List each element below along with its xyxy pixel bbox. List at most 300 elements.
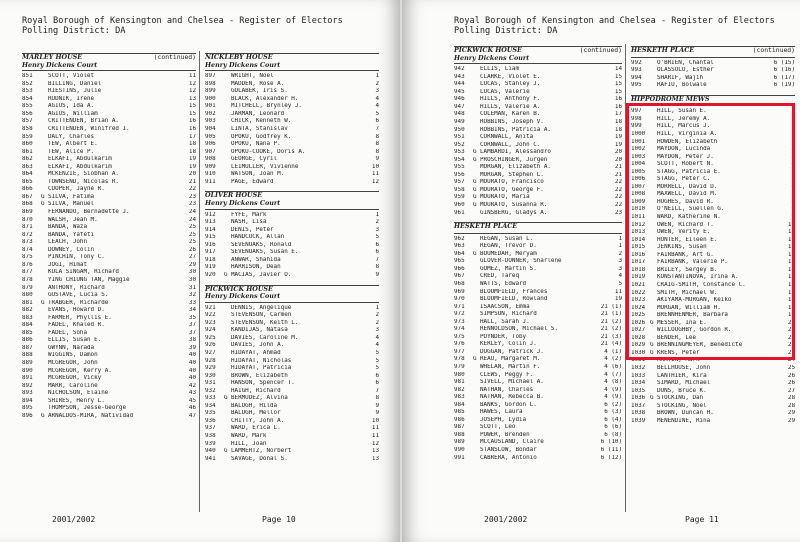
- elector-row: [454, 455, 622, 463]
- elector-name: KONSTANTINOVA, Irina A.: [657, 274, 739, 281]
- elector-marker: [41, 352, 48, 360]
- elector-number: 972: [454, 311, 465, 318]
- elector-row: [454, 311, 622, 319]
- elector-number: 981: [454, 379, 465, 386]
- elector-row: [22, 156, 196, 164]
- elector-number: 1037: [631, 402, 646, 409]
- house-number: 19: [787, 312, 795, 319]
- elector-row: [454, 96, 622, 104]
- elector-name: BERMUDEZ, Alvina: [231, 395, 288, 402]
- house-number: 8: [375, 148, 379, 155]
- house-number: 30: [188, 269, 196, 276]
- elector-number: 982: [454, 386, 465, 393]
- elector-number: 888: [22, 352, 33, 359]
- elector-name: REGAN, Susan L.: [480, 235, 534, 242]
- elector-marker: [224, 456, 231, 464]
- elector-marker: G: [41, 201, 45, 208]
- elector-marker: [41, 239, 48, 247]
- elector-name: TRABGER, Richarde: [48, 299, 109, 306]
- elector-marker: [473, 266, 480, 274]
- elector-number: 876: [22, 261, 33, 268]
- register-title: Royal Borough of Kensington and Chelsea - Register of Electors: [22, 16, 343, 26]
- house-number: 21 (4): [600, 341, 622, 348]
- house-number: 25: [188, 231, 196, 238]
- elector-name: OPOKU-COOKE, Doris A.: [231, 148, 306, 155]
- elector-name: DENNIS, Angelique: [231, 304, 292, 311]
- house-number: 47: [188, 412, 196, 419]
- elector-name: MORGAN, Elizabeth A.: [480, 164, 551, 171]
- elector-name: ROBBINS, Joseph V.: [480, 119, 544, 126]
- elector-marker: [473, 319, 480, 327]
- elector-row: [205, 312, 379, 320]
- elector-name: LEACH, John: [48, 239, 88, 246]
- elector-row: [631, 388, 795, 396]
- elector-marker: [473, 142, 480, 150]
- section-subtitle: [631, 55, 795, 58]
- elector-marker: [224, 312, 231, 320]
- elector-row: [454, 289, 622, 297]
- house-number: 13: [787, 251, 795, 258]
- house-number: 2: [375, 319, 379, 326]
- elector-name: MCGREGOR, John: [48, 359, 98, 366]
- register-column: [454, 44, 622, 464]
- elector-marker: [473, 334, 480, 342]
- house-number: 6 (6): [604, 424, 622, 431]
- elector-name: SHIRES, Henry L.: [48, 397, 105, 404]
- elector-marker: [473, 447, 480, 455]
- elector-name: SIVELL, Michael A.: [480, 379, 544, 386]
- elector-number: 891: [22, 375, 33, 382]
- elector-number: 957: [454, 179, 465, 186]
- elector-name: SEVENOAKS, Ronald: [231, 241, 292, 248]
- elector-name: WARD, Mark: [231, 432, 267, 439]
- elector-number: 867: [22, 193, 33, 200]
- house-number: 22: [787, 342, 795, 349]
- elector-name: DAVIES, Caroline M.: [231, 334, 299, 341]
- house-number: 1: [375, 304, 379, 311]
- elector-marker: G: [41, 193, 45, 200]
- elector-row: [205, 141, 379, 149]
- elector-number: 975: [454, 333, 465, 340]
- elector-name: SAVAGE, Donal S.: [231, 455, 288, 462]
- elector-number: 855: [22, 103, 33, 110]
- elector-marker: G: [473, 250, 477, 257]
- house-number: 22: [614, 179, 622, 186]
- house-number: 4: [618, 273, 622, 280]
- house-number: 31: [188, 284, 196, 291]
- elector-number: 931: [205, 380, 216, 387]
- elector-marker: [224, 410, 231, 418]
- elector-marker: [473, 134, 480, 142]
- house-number: 24: [787, 357, 795, 364]
- elector-row: [631, 373, 795, 381]
- elector-marker: [473, 432, 480, 440]
- elector-marker: [650, 373, 657, 381]
- elector-marker: [224, 171, 231, 179]
- elector-name: BALOGH, Mellor: [231, 410, 281, 417]
- elector-row: [22, 96, 196, 104]
- elector-marker: [224, 358, 231, 366]
- elector-number: 1038: [631, 410, 646, 417]
- elector-marker: G: [224, 448, 228, 455]
- elector-marker: [473, 164, 480, 172]
- elector-name: ISAACSON, Emma: [480, 303, 530, 310]
- house-number: 20: [614, 149, 622, 156]
- elector-row: [454, 142, 622, 150]
- elector-number: 1029: [631, 342, 646, 349]
- house-number: 14: [614, 66, 622, 73]
- elector-row: [205, 425, 379, 433]
- elector-number: 868: [22, 201, 33, 208]
- elector-marker: [41, 247, 48, 255]
- elector-name: REAU, Margaret M.: [480, 356, 541, 363]
- elector-number: 861: [22, 148, 33, 155]
- elector-name: HIDAYAT, Nicholas: [231, 357, 292, 364]
- house-number: 29: [787, 410, 795, 417]
- elector-row: [205, 410, 379, 418]
- elector-name: REGAN, Trevor D.: [480, 243, 537, 250]
- elector-name: HIDAYAT, Ahmad: [231, 349, 281, 356]
- elector-name: HILLS, Valerie A.: [480, 103, 541, 110]
- elector-marker: [41, 285, 48, 293]
- house-number: 13: [787, 259, 795, 266]
- elector-marker: [473, 104, 480, 112]
- elector-name: THOMPSON, Jesse-George: [48, 405, 127, 412]
- elector-marker: [41, 164, 48, 172]
- elector-number: 910: [205, 171, 216, 178]
- house-number: 1: [791, 108, 795, 115]
- elector-name: MOURATO, George F.: [480, 186, 544, 193]
- elector-row: [454, 266, 622, 274]
- house-number: 23: [614, 209, 622, 216]
- page-number: Page 11: [685, 515, 719, 524]
- elector-row: [22, 247, 196, 255]
- elector-row: [22, 179, 196, 187]
- elector-name: FERNANDO, Bernadette J.: [48, 209, 130, 216]
- house-number: 17: [787, 289, 795, 296]
- elector-marker: [650, 418, 657, 426]
- house-number: 2: [375, 312, 379, 319]
- elector-number: 858: [22, 126, 33, 133]
- elector-marker: [41, 186, 48, 194]
- elector-row: [631, 67, 795, 75]
- elector-marker: [224, 373, 231, 381]
- house-number: 3: [618, 265, 622, 272]
- elector-number: 937: [205, 425, 216, 432]
- house-number: 33: [188, 299, 196, 306]
- elector-name: SCOTT, Leo: [480, 424, 516, 431]
- house-number: 16: [614, 103, 622, 110]
- elector-name: WALSH, Jean M.: [48, 216, 98, 223]
- elector-number: 1026: [631, 319, 646, 326]
- elector-row: [205, 227, 379, 235]
- elector-row: [205, 171, 379, 179]
- elector-name: DENIS, Peter: [231, 226, 274, 233]
- elector-name: BELLHOUSE, John: [657, 364, 711, 371]
- elector-name: FYFE, Mark: [231, 211, 267, 218]
- house-number: 21 (2): [600, 318, 622, 325]
- elector-row: [454, 202, 622, 210]
- elector-row: [22, 337, 196, 345]
- elector-name: MCCAUSLAND, Claire: [480, 439, 544, 446]
- elector-row: [22, 201, 196, 209]
- elector-marker: [224, 264, 231, 272]
- elector-row: [454, 372, 622, 380]
- house-number: 10: [371, 163, 379, 170]
- elector-row: [22, 111, 196, 119]
- elector-number: 933: [205, 395, 216, 402]
- house-number: 3: [375, 327, 379, 334]
- section-subtitle: [454, 231, 622, 234]
- elector-name: LINTA, Stanislav: [231, 126, 288, 133]
- elector-row: [22, 118, 196, 126]
- elector-marker: [473, 273, 480, 281]
- elector-row: [22, 141, 196, 149]
- elector-name: AGIUS, Ida A.: [48, 103, 95, 110]
- section-title: PICKWICK HOUSE: [205, 284, 273, 293]
- house-number: 4 (9): [604, 394, 622, 401]
- house-number: 24: [188, 216, 196, 223]
- elector-number: 995: [631, 82, 642, 89]
- elector-row: [22, 103, 196, 111]
- elector-number: 1003: [631, 153, 646, 160]
- elector-name: BANDA, Yafeti: [48, 231, 95, 238]
- elector-marker: [473, 243, 480, 251]
- house-number: 18: [614, 119, 622, 126]
- house-number: 6 (11): [600, 447, 622, 454]
- elector-number: 1018: [631, 266, 646, 273]
- elector-name: WRIGHT, Noel: [231, 73, 274, 80]
- elector-name: FARMER, Phyllis E.: [48, 314, 112, 321]
- house-number: 1: [375, 73, 379, 80]
- elector-marker: [41, 307, 48, 315]
- elector-name: GUSTAVE, Lucia S.: [48, 292, 109, 299]
- elector-name: HALL, Sarah J.: [480, 318, 530, 325]
- elector-number: 1009: [631, 198, 646, 205]
- elector-number: 956: [454, 171, 465, 178]
- elector-name: NASH, Lisa: [231, 219, 267, 226]
- elector-row: [22, 88, 196, 96]
- elector-name: MCGREGOR, Kerry A.: [48, 367, 112, 374]
- elector-row: [205, 320, 379, 328]
- elector-row: [205, 111, 379, 119]
- elector-row: [205, 433, 379, 441]
- elector-marker: [224, 403, 231, 411]
- elector-marker: G: [41, 299, 45, 306]
- elector-name: HAIGH, Richard: [231, 387, 281, 394]
- elector-name: WATSON, Joan M.: [231, 171, 285, 178]
- house-number: 29: [188, 261, 196, 268]
- elector-number: 1016: [631, 251, 646, 258]
- elector-name: TEW, Albert E.: [48, 141, 98, 148]
- elector-name: DOWNEY, Colin: [48, 246, 95, 253]
- elector-row: [205, 456, 379, 464]
- house-number: 3: [791, 146, 795, 153]
- elector-row: [454, 236, 622, 244]
- elector-name: LAMMERTZ, Norbert: [231, 448, 292, 455]
- elector-marker: [224, 88, 231, 96]
- elector-name: SCOTT, Violet: [48, 73, 95, 80]
- elector-marker: G: [473, 149, 477, 156]
- elector-row: [454, 379, 622, 387]
- house-number: 9: [791, 214, 795, 221]
- elector-name: SHARIF, Wajih: [657, 74, 704, 81]
- elector-marker: [473, 74, 480, 82]
- elector-marker: [41, 277, 48, 285]
- elector-number: 958: [454, 186, 465, 193]
- elector-number: 990: [454, 447, 465, 454]
- house-number: 1: [791, 123, 795, 130]
- elector-row: [205, 249, 379, 257]
- section-title: HESKETH PLACE: [454, 222, 518, 231]
- elector-name: MACIAS, Javier O.: [231, 271, 292, 278]
- house-number: 1: [791, 115, 795, 122]
- elector-number: 878: [22, 276, 33, 283]
- elector-number: 985: [454, 409, 465, 416]
- elector-row: [205, 242, 379, 250]
- house-number: 6 (15): [773, 59, 795, 66]
- elector-marker: [224, 249, 231, 257]
- house-number: 4: [375, 95, 379, 102]
- elector-row: [205, 96, 379, 104]
- elector-number: 1014: [631, 236, 646, 243]
- elector-name: MORRELL, David D.: [657, 183, 718, 190]
- elector-row: [205, 264, 379, 272]
- house-number: 26: [188, 246, 196, 253]
- section-subtitle: Henry Dickens Court: [205, 62, 379, 72]
- elector-name: GINSBERG, Gladys A.: [480, 209, 548, 216]
- elector-row: [205, 365, 379, 373]
- elector-number: 994: [631, 74, 642, 81]
- elector-marker: [473, 89, 480, 97]
- house-number: 35: [188, 314, 196, 321]
- house-number: 1: [618, 243, 622, 250]
- elector-row: [454, 111, 622, 119]
- house-number: 13: [371, 455, 379, 462]
- elector-number: 939: [205, 440, 216, 447]
- house-number: 12: [371, 440, 379, 447]
- section-title: PICKWICK HOUSE: [454, 46, 522, 54]
- house-number: 15: [188, 110, 196, 117]
- elector-name: O'BRIEN, Chantal: [657, 59, 714, 66]
- elector-marker: [41, 390, 48, 398]
- elector-marker: G: [473, 194, 477, 201]
- elector-number: 870: [22, 216, 33, 223]
- elector-name: DUNS, Bruce K.: [657, 387, 707, 394]
- elector-marker: [473, 379, 480, 387]
- elector-number: 952: [454, 141, 465, 148]
- elector-name: RUDNIK, Irene: [48, 95, 95, 102]
- elector-number: 959: [454, 194, 465, 201]
- elector-row: [22, 217, 196, 225]
- elector-name: WARD, Katherine N.: [657, 214, 721, 221]
- elector-number: 908: [205, 156, 216, 163]
- elector-number: 924: [205, 327, 216, 334]
- elector-number: 889: [22, 359, 33, 366]
- section-title: HESKETH PLACE: [631, 46, 695, 54]
- elector-marker: [224, 418, 231, 426]
- elector-name: STANSLOW, Bondar: [480, 447, 537, 454]
- elector-marker: [41, 405, 48, 413]
- house-number: 10: [787, 221, 795, 228]
- elector-marker: G: [650, 342, 654, 349]
- house-number: 6 (2): [604, 401, 622, 408]
- elector-marker: [41, 217, 48, 225]
- elector-marker: [41, 141, 48, 149]
- elector-name: PROSCHINGER, Jurgen: [480, 156, 548, 163]
- elector-marker: [41, 383, 48, 391]
- elector-name: SIMARD, Michael: [657, 380, 711, 387]
- elector-name: ELLIS, Liam: [480, 66, 520, 73]
- elector-row: [631, 418, 795, 426]
- elector-row: [454, 341, 622, 349]
- house-number: 17: [787, 281, 795, 288]
- elector-marker: [41, 73, 48, 81]
- elector-number: 1010: [631, 206, 646, 213]
- house-number: 2: [375, 219, 379, 226]
- house-number: 40: [188, 352, 196, 359]
- elector-marker: [473, 289, 480, 297]
- elector-marker: [473, 341, 480, 349]
- elector-row: [454, 251, 622, 259]
- elector-marker: [41, 368, 48, 376]
- elector-name: MESSER, Ina E.: [657, 319, 707, 326]
- elector-number: 915: [205, 234, 216, 241]
- elector-marker: [224, 227, 231, 235]
- house-number: 4 (8): [604, 379, 622, 386]
- elector-row: [205, 441, 379, 449]
- elector-number: 930: [205, 372, 216, 379]
- section-subtitle: Henry Dickens Court: [205, 293, 379, 303]
- elector-name: BRENNINGMEYER, Benedicte: [657, 342, 743, 349]
- elector-name: EVANS, Howard D.: [48, 307, 105, 314]
- elector-marker: [41, 269, 48, 277]
- house-number: 9: [375, 410, 379, 417]
- elector-marker: [41, 171, 48, 179]
- house-number: 22: [787, 334, 795, 341]
- house-number: 40: [188, 375, 196, 382]
- section-subtitle: Henry Dickens Court: [205, 200, 379, 210]
- elector-name: JOSEPH, Lydia: [480, 416, 527, 423]
- elector-row: [631, 410, 795, 418]
- elector-number: 970: [454, 296, 465, 303]
- house-number: 21: [787, 327, 795, 334]
- elector-row: [454, 296, 622, 304]
- elector-marker: G: [473, 179, 477, 186]
- house-number: 6: [375, 372, 379, 379]
- elector-marker: [224, 134, 231, 142]
- elector-row: [22, 330, 196, 338]
- house-number: 4 (6): [604, 364, 622, 371]
- elector-number: 875: [22, 254, 33, 261]
- elector-row: [22, 254, 196, 262]
- elector-name: HILL, Jeremy A.: [657, 115, 711, 122]
- house-number: 4: [375, 103, 379, 110]
- house-number: 16: [188, 126, 196, 133]
- house-number: 13: [371, 448, 379, 455]
- elector-name: BLACK, Alexander H.: [231, 95, 299, 102]
- house-number: 10: [787, 229, 795, 236]
- elector-number: 871: [22, 224, 33, 231]
- elector-marker: [224, 342, 231, 350]
- house-number: 5: [375, 349, 379, 356]
- elector-marker: [41, 156, 48, 164]
- elector-number: 1012: [631, 221, 646, 228]
- elector-name: CHICK, Kenneth W.: [231, 118, 292, 125]
- elector-name: SCOTT, Robert N.: [657, 161, 714, 168]
- elector-name: MOURATO, Francisco: [480, 179, 544, 186]
- elector-row: [22, 368, 196, 376]
